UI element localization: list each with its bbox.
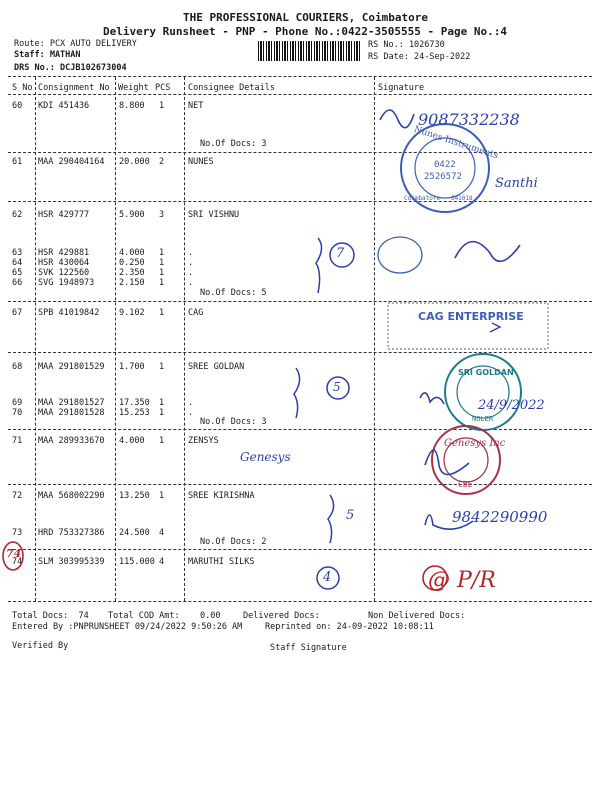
handwritten-count: 7 bbox=[336, 246, 345, 261]
col-pcs: PCS bbox=[155, 83, 171, 93]
cell-weight: 24.500 bbox=[119, 528, 150, 538]
cell-consignment: SVK 122560 bbox=[38, 268, 90, 278]
cell-sno: 69 bbox=[12, 398, 23, 408]
cell-pcs: 1 bbox=[159, 101, 165, 111]
cell-pcs: 2 bbox=[159, 157, 165, 167]
signature-scribble bbox=[425, 450, 469, 475]
cell-weight: 9.102 bbox=[119, 308, 145, 318]
cell-consignee: SRI VISHNU bbox=[188, 210, 240, 220]
cell-consignment: HSR 429777 bbox=[38, 210, 90, 220]
non-delivered-docs: Non Delivered Docs: bbox=[368, 611, 466, 621]
row-divider bbox=[8, 352, 592, 353]
cell-pcs: 1 bbox=[159, 278, 165, 288]
cell-consignee: MARUTHI SILKS bbox=[188, 557, 255, 567]
signature-scribble bbox=[490, 323, 500, 332]
total-cod-value: 0.00 bbox=[200, 611, 221, 621]
cell-sno: 62 bbox=[12, 210, 23, 220]
cell-sno: 73 bbox=[12, 528, 23, 538]
cell-sno: 65 bbox=[12, 268, 23, 278]
divider bbox=[8, 94, 592, 95]
docs-count-note: No.Of Docs: 3 bbox=[200, 417, 267, 427]
column-line bbox=[184, 77, 185, 601]
cell-consignment: HSR 430064 bbox=[38, 258, 90, 268]
cell-consignee: ZENSYS bbox=[188, 436, 219, 446]
stamp-text: Nunes Instruments bbox=[412, 124, 500, 162]
stamp-text: NOLER bbox=[472, 415, 494, 423]
handwritten-count: 5 bbox=[333, 380, 341, 394]
cell-sno: 61 bbox=[12, 157, 23, 167]
vishnu-stamp bbox=[378, 237, 422, 273]
docs-count-note: No.Of Docs: 3 bbox=[200, 139, 267, 149]
total-cod-label: Total COD Amt: bbox=[108, 611, 180, 621]
cell-sno: 64 bbox=[12, 258, 23, 268]
cell-sno: 74 bbox=[12, 557, 23, 567]
cell-consignee: . bbox=[188, 398, 194, 408]
reprinted-on: Reprinted on: 24-09-2022 10:08:11 bbox=[265, 622, 434, 632]
entered-by: Entered By :PNPRUNSHEET 09/24/2022 9:50:26 AM bbox=[12, 622, 243, 632]
cell-weight: 4.000 bbox=[119, 436, 145, 446]
cell-consignment: KDI 451436 bbox=[38, 101, 90, 111]
cell-pcs: 1 bbox=[159, 268, 165, 278]
staff: Staff: MATHAN bbox=[14, 50, 81, 60]
brace-mark bbox=[316, 238, 322, 293]
cell-consignee: . bbox=[188, 408, 194, 418]
cell-consignee: NUNES bbox=[188, 157, 214, 167]
handwritten-phone: 9087332238 bbox=[418, 110, 520, 129]
cell-consignment: MAA 568002290 bbox=[38, 491, 105, 501]
stamp-text: CAG ENTERPRISE bbox=[418, 310, 524, 323]
signature-scribble bbox=[380, 110, 414, 128]
cell-consignee: SREE GOLDAN bbox=[188, 362, 245, 372]
cell-consignee: . bbox=[188, 248, 194, 258]
verified-by: Verified By bbox=[12, 641, 69, 651]
cell-sno: 67 bbox=[12, 308, 23, 318]
handwritten-count: 4 bbox=[323, 570, 332, 585]
row-divider bbox=[8, 549, 592, 550]
cell-weight: 5.900 bbox=[119, 210, 145, 220]
row-divider bbox=[8, 601, 592, 602]
route: Route: PCX AUTO DELIVERY bbox=[14, 39, 137, 49]
barcode bbox=[258, 41, 362, 61]
cell-consignee: NET bbox=[188, 101, 204, 111]
cell-pcs: 1 bbox=[159, 258, 165, 268]
cell-pcs: 4 bbox=[159, 557, 165, 567]
cell-sno: 70 bbox=[12, 408, 23, 418]
delivered-docs: Delivered Docs: bbox=[243, 611, 320, 621]
cell-sno: 63 bbox=[12, 248, 23, 258]
cell-weight: 13.250 bbox=[119, 491, 150, 501]
divider bbox=[8, 76, 592, 77]
cell-consignment: MAA 291801527 bbox=[38, 398, 105, 408]
cell-weight: 115.000 bbox=[119, 557, 155, 567]
cell-pcs: 4 bbox=[159, 528, 165, 538]
column-line bbox=[115, 77, 116, 601]
row-divider bbox=[8, 201, 592, 202]
total-docs: Total Docs: 74 bbox=[12, 611, 89, 621]
cell-consignment: SPB 41019842 bbox=[38, 308, 100, 318]
col-weight: Weight bbox=[118, 83, 149, 93]
docs-count-note: No.Of Docs: 2 bbox=[200, 537, 267, 547]
handwritten-phone: 9842290990 bbox=[452, 508, 548, 526]
cell-pcs: 1 bbox=[159, 362, 165, 372]
cell-consignment: HSR 429881 bbox=[38, 248, 90, 258]
row-divider bbox=[8, 429, 592, 430]
signature-scribble bbox=[420, 393, 444, 404]
rs-number: RS No.: 1026730 bbox=[368, 40, 445, 50]
cell-pcs: 1 bbox=[159, 408, 165, 418]
row-divider bbox=[8, 301, 592, 302]
cell-weight: 2.150 bbox=[119, 278, 145, 288]
cell-pcs: 1 bbox=[159, 436, 165, 446]
row-divider bbox=[8, 484, 592, 485]
cell-pcs: 3 bbox=[159, 210, 165, 220]
cell-consignee: . bbox=[188, 278, 194, 288]
cell-consignee: SREE KIRISHNA bbox=[188, 491, 255, 501]
handwritten-signature: Genesys bbox=[240, 450, 291, 464]
col-signature: Signature bbox=[378, 83, 425, 93]
cell-sno: 72 bbox=[12, 491, 23, 501]
cell-consignment: MAA 291801528 bbox=[38, 408, 105, 418]
row-divider bbox=[8, 152, 592, 153]
stamp-text: Genesys Inc bbox=[444, 438, 506, 449]
company-title: THE PROFESSIONAL COURIERS, Coimbatore bbox=[183, 11, 429, 24]
rs-date: RS Date: 24-Sep-2022 bbox=[368, 52, 471, 62]
cell-consignment: MAA 291801529 bbox=[38, 362, 105, 372]
handwritten-signature: Santhi bbox=[495, 176, 538, 191]
cell-weight: 8.800 bbox=[119, 101, 145, 111]
cell-consignment: SVG 1948973 bbox=[38, 278, 95, 288]
brace-mark bbox=[294, 368, 300, 418]
cell-consignee: . bbox=[188, 258, 194, 268]
cell-sno: 68 bbox=[12, 362, 23, 372]
cell-pcs: 1 bbox=[159, 248, 165, 258]
cell-weight: 2.350 bbox=[119, 268, 145, 278]
stamp-text: 2526572 bbox=[424, 172, 462, 182]
cell-consignment: SLM 303995339 bbox=[38, 557, 105, 567]
cell-pcs: 1 bbox=[159, 491, 165, 501]
cell-weight: 15.253 bbox=[119, 408, 150, 418]
cell-pcs: 1 bbox=[159, 398, 165, 408]
staff-signature: Staff Signature bbox=[270, 643, 347, 653]
cell-pcs: 1 bbox=[159, 308, 165, 318]
cell-weight: 4.000 bbox=[119, 248, 145, 258]
cell-consignment: MAA 290404164 bbox=[38, 157, 105, 167]
signature-scribble bbox=[455, 242, 520, 262]
cell-weight: 1.700 bbox=[119, 362, 145, 372]
cell-sno: 71 bbox=[12, 436, 23, 446]
cell-consignment: MAA 289933670 bbox=[38, 436, 105, 446]
cell-consignment: HRD 753327386 bbox=[38, 528, 105, 538]
cell-weight: 17.350 bbox=[119, 398, 150, 408]
cell-consignee: CAG bbox=[188, 308, 204, 318]
handwritten-count: 5 bbox=[346, 508, 355, 523]
stamp-text: SRI GOLDAN bbox=[458, 368, 514, 377]
handwritten-pr-mark: @ P/R bbox=[428, 568, 496, 593]
drs-number: DRS No.: DCJB102673004 bbox=[14, 63, 127, 73]
stamp-text: CBE bbox=[458, 480, 473, 489]
cell-weight: 20.000 bbox=[119, 157, 150, 167]
stamp-text: 0422 bbox=[434, 160, 456, 170]
stamp-text: Coimbatore - 641018 bbox=[404, 195, 473, 202]
cell-sno: 60 bbox=[12, 101, 23, 111]
runsheet-subtitle: Delivery Runsheet - PNP - Phone No.:0422-3505555 - Page No.:4 bbox=[103, 25, 507, 38]
col-sno: S No bbox=[12, 83, 33, 93]
cell-weight: 0.250 bbox=[119, 258, 145, 268]
col-consignment: Consignment No bbox=[38, 83, 110, 93]
col-consignee: Consignee Details bbox=[188, 83, 275, 93]
column-line bbox=[35, 77, 36, 601]
handwritten-date: 24/9/2022 bbox=[478, 398, 545, 413]
handwritten-sno-mark: 74 bbox=[6, 547, 22, 560]
column-line bbox=[374, 77, 375, 601]
cell-sno: 66 bbox=[12, 278, 23, 288]
brace-mark bbox=[328, 495, 334, 543]
cell-consignee: . bbox=[188, 268, 194, 278]
docs-count-note: No.Of Docs: 5 bbox=[200, 288, 267, 298]
